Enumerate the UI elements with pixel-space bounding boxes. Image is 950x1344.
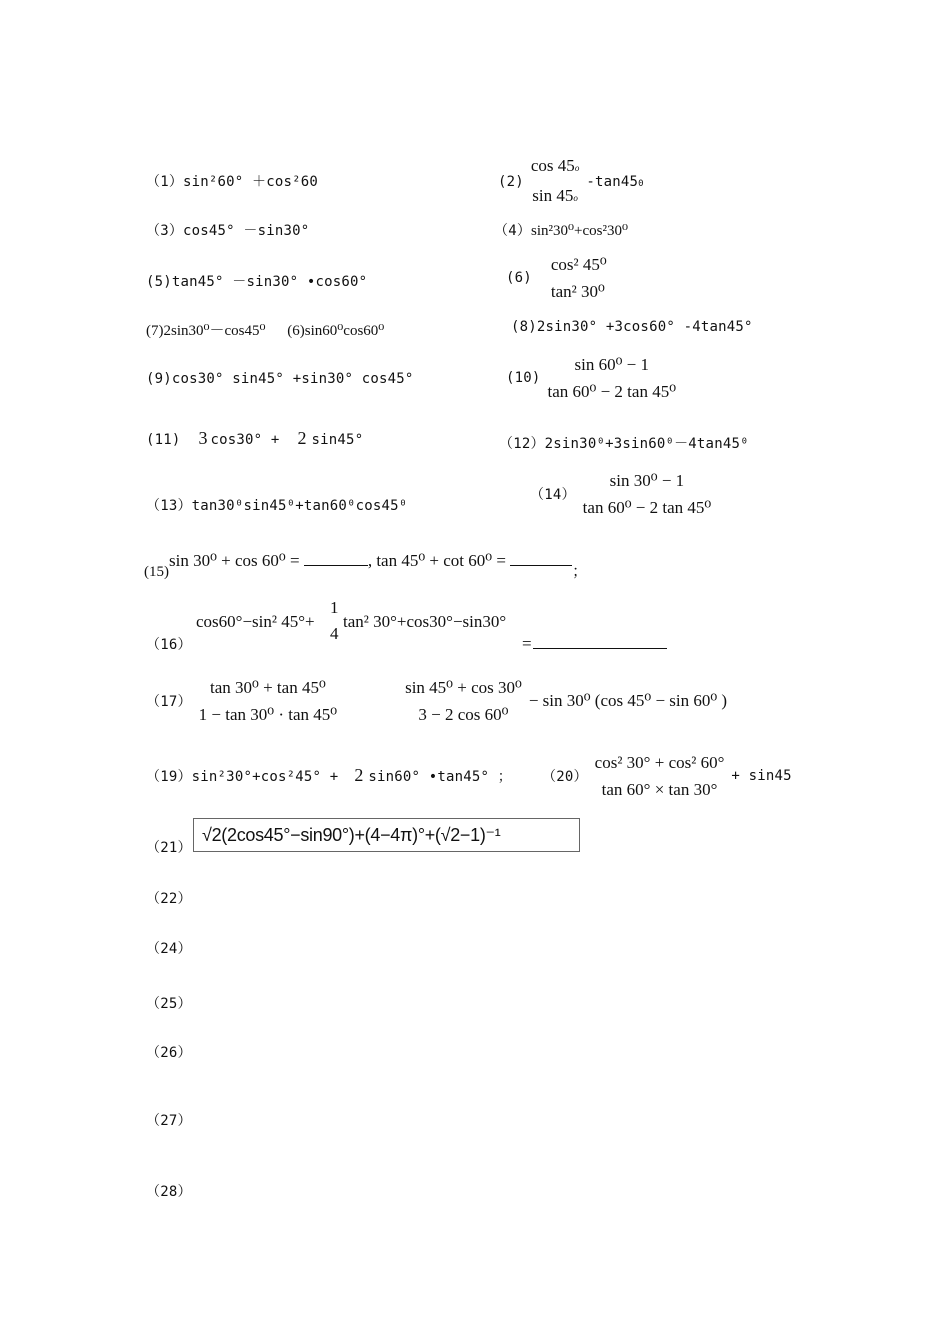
problem-26: （26） [146, 1045, 192, 1061]
denominator: 3 − 2 cos 60⁰ [418, 705, 509, 724]
problem-1 [146, 171, 318, 191]
problem-expression: √2(2cos45°−sin90°)+(4−4π)°+(√2−1)⁻¹ [202, 825, 501, 845]
problem-21-box [193, 818, 580, 852]
problem-label: (8) [511, 319, 537, 335]
problem-9 [146, 371, 414, 387]
problem-label: (2) [498, 174, 524, 190]
problem-expression: 2sin30⁰+3sin60⁰－4tan45⁰ [544, 436, 749, 452]
tail-expression: − sin 30⁰ (cos 45⁰ − sin 60⁰ ) [528, 691, 728, 710]
problem-2 [498, 152, 644, 212]
problem-21-label: （21） [146, 840, 192, 856]
numerator: cos 45 [530, 156, 575, 175]
problem-expression: sin²30⁰+cos²30⁰ [531, 223, 629, 239]
coefficient: 2 [354, 765, 364, 785]
problem-4 [494, 220, 628, 240]
problem-expression: sin²60° ＋cos²60 [183, 174, 319, 190]
numerator: tan 30⁰ + tan 45⁰ [210, 678, 326, 697]
problem-label: （1） [146, 174, 184, 190]
tail-term: + sin45 [731, 768, 792, 784]
problem-label: (5) [146, 274, 172, 290]
problem-label: (11) [146, 432, 181, 448]
problem-label: (10) [506, 370, 541, 386]
problem-label: （3） [146, 223, 184, 239]
denominator: tan² 30⁰ [550, 282, 605, 301]
numerator: cos² 30° + cos² 60° [594, 753, 725, 772]
fraction [548, 251, 610, 305]
problem-expression: sin²30°+cos²45° + [191, 769, 339, 785]
problem-label: （13） [146, 498, 192, 514]
semicolon: ； [572, 564, 588, 580]
problem-17 [146, 674, 727, 728]
problem-7 [146, 319, 384, 340]
problem-25: （25） [146, 996, 192, 1012]
coefficient: 2 [297, 428, 307, 448]
denominator: tan 60⁰ − 2 tan 45⁰ [547, 382, 677, 401]
problem-28: （28） [146, 1184, 192, 1200]
fraction [545, 351, 680, 405]
equals-sign: = [522, 634, 532, 653]
fraction [592, 749, 728, 803]
numerator: sin 30⁰ − 1 [609, 471, 685, 490]
problem-expression: tan30⁰sin45⁰+tan60⁰cos45⁰ [191, 498, 408, 514]
problem-expression: (7)2sin30⁰－cos45⁰ [146, 323, 266, 339]
problem-expression-2: , tan 45⁰ + cot 60⁰ = [367, 551, 506, 570]
problem-12 [499, 433, 749, 453]
term: sin45° [311, 432, 364, 448]
problem-label: （12） [499, 436, 545, 452]
problem-24: （24） [146, 941, 192, 957]
problem-22: （22） [146, 891, 192, 907]
denominator: tan 60⁰ − 2 tan 45⁰ [582, 498, 712, 517]
problem-19 [146, 765, 512, 786]
problem-expression: 2sin30° +3cos60° -4tan45° [536, 319, 753, 335]
fraction-numerator: 1 [330, 598, 339, 617]
problem-label: （20） [542, 769, 588, 785]
answer-blank [304, 551, 368, 566]
problem-5 [146, 271, 367, 291]
problem-expression-2: (6)sin60⁰cos60⁰ [287, 323, 385, 339]
numerator: cos² 45⁰ [550, 255, 607, 274]
problem-6 [506, 251, 610, 305]
problem-label: (9) [146, 371, 172, 387]
problem-label: （19） [146, 769, 192, 785]
answer-blank [510, 551, 572, 566]
fraction-1 [196, 674, 340, 728]
problem-label: （17） [146, 694, 192, 710]
problem-14 [530, 467, 714, 521]
fraction [580, 467, 715, 521]
problem-15 [144, 550, 588, 580]
fraction: cos 45o sin 45o [530, 156, 580, 205]
fraction-denominator: 4 [330, 624, 339, 643]
problem-8 [511, 319, 753, 335]
leading-expression: cos60°−sin² 45°+ [196, 612, 315, 631]
problem-expression: tan45° －sin30° •cos60° [171, 274, 368, 290]
problem-13 [146, 495, 407, 515]
answer-blank [533, 648, 667, 649]
problem-20 [542, 749, 792, 803]
coefficient: 3 [198, 428, 208, 448]
problem-expression-2: sin60° •tan45° ； [368, 769, 513, 785]
problem-label: (6) [506, 270, 532, 286]
problem-expression: sin 30⁰ + cos 60⁰ = [169, 551, 300, 570]
tail-term: -tan450 [586, 174, 644, 190]
problem-label: (15) [144, 564, 169, 580]
problem-27: （27） [146, 1113, 192, 1129]
numerator: sin 60⁰ − 1 [574, 355, 650, 374]
problem-10 [506, 351, 679, 405]
denominator: tan 60° × tan 30° [601, 780, 718, 799]
problem-11 [146, 428, 363, 449]
fraction-2 [402, 674, 525, 728]
denominator: sin 45 [532, 186, 574, 205]
numerator: sin 45⁰ + cos 30⁰ [405, 678, 522, 697]
problem-expression: cos45° －sin30° [183, 223, 310, 239]
denominator: 1 − tan 30⁰ · tan 45⁰ [198, 705, 338, 724]
term: cos30° + [210, 432, 280, 448]
problem-label: （16） [146, 637, 192, 653]
problem-label: （4） [494, 223, 532, 239]
problem-expression: cos30° sin45° +sin30° cos45° [171, 371, 414, 387]
problem-3 [146, 220, 309, 240]
trailing-expression: tan² 30°+cos30°−sin30° [343, 612, 507, 631]
problem-label: （14） [530, 487, 576, 503]
